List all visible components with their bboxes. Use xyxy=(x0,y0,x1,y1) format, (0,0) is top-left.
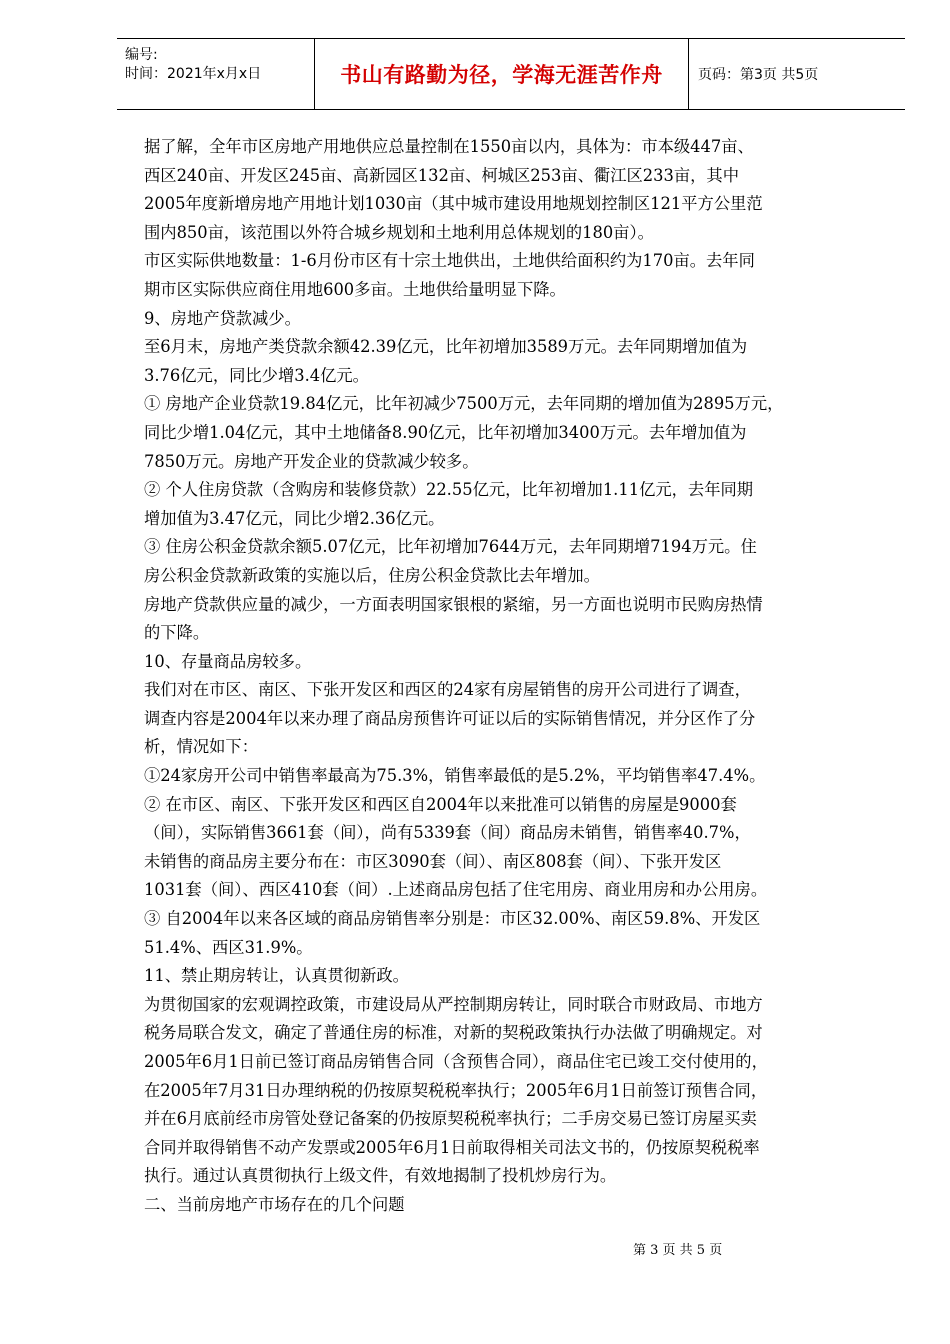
body-line: ③ 自2004年以来各区域的商品房销售率分别是：市区32.00%、南区59.8%、开发区 xyxy=(144,909,761,929)
body-line: 执行。通过认真贯彻执行上级文件，有效地揭制了投机炒房行为。 xyxy=(144,1166,617,1186)
body-line: 并在6月底前经市房管处登记备案的仍按原契税税率执行；二手房交易已签订房屋买卖 xyxy=(144,1109,757,1129)
body-line: （间），实际销售3661套（间），尚有5339套（间）商品房未销售，销售率40.7%， xyxy=(144,823,751,843)
body-line: 未销售的商品房主要分布在：市区3090套（间）、南区808套（间）、下张开发区 xyxy=(144,851,722,871)
header-page-number: 页码：第3页 共5页 xyxy=(698,67,819,83)
body-line: 51.4%、西区31.9%。 xyxy=(144,937,313,957)
body-line: 据了解，全年市区房地产用地供应总量控制在1550亩以内，具体为：市本级447亩、 xyxy=(144,137,754,156)
body-line: 在2005年7月31日办理纳税的仍按原契税税率执行；2005年6月1日前签订预售合同， xyxy=(144,1080,768,1100)
body-line: 同比少增1.04亿元，其中土地储备8.90亿元，比年初增加3400万元。去年增加值为 xyxy=(144,422,747,442)
document-body xyxy=(144,133,889,1220)
body-line: 市区实际供地数量：1-6月份市区有十宗土地供出，土地供给面积约为170亩。去年同 xyxy=(144,251,755,271)
body-line: 合同并取得销售不动产发票或2005年6月1日前取得相关司法文书的，仍按原契税税率 xyxy=(144,1137,760,1157)
section-heading: 二、当前房地产市场存在的几个问题 xyxy=(144,1194,405,1214)
body-line: 的下降。 xyxy=(144,623,210,643)
body-line: 7850万元。房地产开发企业的贷款减少较多。 xyxy=(144,451,479,471)
body-line: 调查内容是2004年以来办理了商品房预售许可证以后的实际销售情况，并分区作了分 xyxy=(144,708,756,728)
body-line: 至6月末，房地产类贷款余额42.39亿元，比年初增加3589万元。去年同期增加值为 xyxy=(144,337,748,357)
body-line: 期市区实际供应商住用地600多亩。土地供给量明显下降。 xyxy=(144,279,566,299)
body-line: 为贯彻国家的宏观调控政策，市建设局从严控制期房转让，同时联合市财政局、市地方 xyxy=(144,994,763,1014)
body-line: ①24家房开公司中销售率最高为75.3%，销售率最低的是5.2%，平均销售率47.4%。 xyxy=(144,766,766,786)
body-line: ② 在市区、南区、下张开发区和西区自2004年以来批准可以销售的房屋是9000套 xyxy=(144,794,737,814)
body-line: 增加值为3.47亿元，同比少增2.36亿元。 xyxy=(144,508,445,528)
body-line: 西区240亩、开发区245亩、高新园区132亩、柯城区253亩、衢江区233亩，其中 xyxy=(144,165,739,185)
section-heading: 11、禁止期房转让，认真贯彻新政。 xyxy=(144,966,409,986)
document-time-label: 时间：2021年x月x日 xyxy=(125,66,262,82)
body-line: ① 房地产企业贷款19.84亿元，比年初减少7500万元，去年同期的增加值为2895万元， xyxy=(144,394,784,414)
page-header xyxy=(117,38,905,110)
body-line: 3.76亿元，同比少增3.4亿元。 xyxy=(144,365,369,385)
body-line: 我们对在市区、南区、下张开发区和西区的24家有房屋销售的房开公司进行了调查， xyxy=(144,680,751,700)
body-line: 2005年度新增房地产用地计划1030亩（其中城市建设用地规划控制区121平方公里范 xyxy=(144,194,763,214)
body-line: 析，情况如下： xyxy=(144,737,258,757)
body-line: 房地产贷款供应量的减少，一方面表明国家银根的紧缩，另一方面也说明市民购房热情 xyxy=(144,594,763,614)
body-line: 围内850亩，该范围以外符合城乡规划和土地利用总体规划的180亩）。 xyxy=(144,222,654,242)
body-line: ③ 住房公积金贷款余额5.07亿元，比年初增加7644万元，去年同期增7194万元。住 xyxy=(144,537,757,557)
section-heading: 9、房地产贷款减少。 xyxy=(144,308,301,328)
header-meta xyxy=(117,39,314,109)
header-motto: 书山有路勤为径，学海无涯苦作舟 xyxy=(340,63,663,87)
header-motto-cell xyxy=(314,39,689,109)
page-footer: 第 3 页 共 5 页 xyxy=(633,1243,723,1258)
section-heading: 10、存量商品房较多。 xyxy=(144,651,312,671)
body-line: 1031套（间）、西区410套（间）.上述商品房包括了住宅用房、商业用房和办公用房。 xyxy=(144,880,768,900)
header-page-cell xyxy=(688,39,905,109)
body-line: ② 个人住房贷款（含购房和装修贷款）22.55亿元，比年初增加1.11亿元，去年同期 xyxy=(144,480,754,500)
body-line: 2005年6月1日前已签订商品房销售合同（含预售合同），商品住宅已竣工交付使用的， xyxy=(144,1052,768,1071)
document-number-label: 编号: xyxy=(125,47,158,63)
body-line: 房公积金贷款新政策的实施以后，住房公积金贷款比去年增加。 xyxy=(144,565,600,585)
body-line: 税务局联合发文，确定了普通住房的标准，对新的契税政策执行办法做了明确规定。对 xyxy=(144,1023,763,1043)
